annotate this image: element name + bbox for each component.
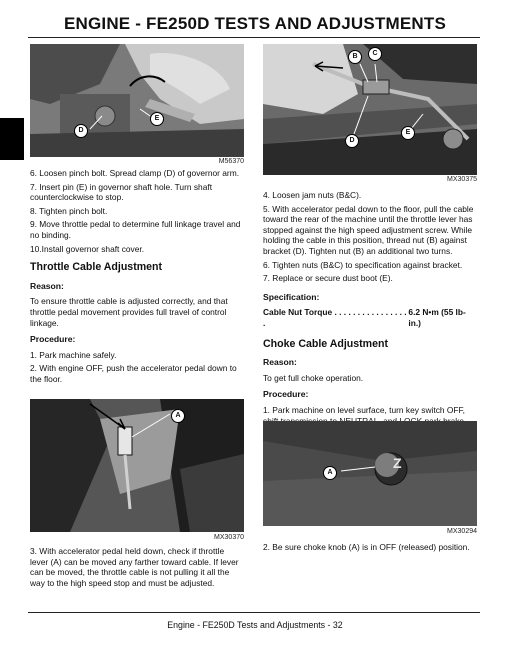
specification-row bbox=[263, 307, 477, 328]
spec-value: 6.2 N•m (55 lb-in.) bbox=[408, 307, 466, 328]
callout-e: E bbox=[401, 126, 415, 140]
throttle-cable-photo bbox=[263, 44, 477, 175]
reason-label: Reason: bbox=[263, 357, 297, 368]
step-text: 6. Loosen pinch bolt. Spread clamp (D) of governor arm. bbox=[30, 168, 240, 178]
callout-d: D bbox=[74, 124, 88, 138]
step-text: 7. Insert pin (E) in governor shaft hole. Turn shaft counterclockwise to stop. bbox=[30, 181, 213, 203]
figure-id: MX30294 bbox=[447, 528, 477, 535]
left-column-lower bbox=[30, 546, 244, 588]
specification-label: Specification: bbox=[263, 291, 320, 302]
section-heading: Throttle Cable Adjustment bbox=[30, 261, 163, 274]
step-text: 8. Tighten pinch bolt. bbox=[30, 205, 108, 216]
step-text: 4. Loosen jam nuts (B&C). bbox=[263, 190, 362, 200]
callout-c: C bbox=[368, 47, 382, 61]
callout-a: A bbox=[171, 409, 185, 423]
callout-b: B bbox=[348, 50, 362, 64]
step-text: 6. Tighten nuts (B&C) to specification against bracket. bbox=[263, 259, 463, 270]
right-column-upper bbox=[263, 190, 477, 426]
reason-text: To ensure throttle cable is adjusted correctly, and that throttle pedal movement provides full travel of control linkage. bbox=[30, 296, 228, 328]
left-column-upper bbox=[30, 168, 244, 385]
reason-label: Reason: bbox=[30, 280, 64, 291]
figure-id: M56370 bbox=[218, 158, 244, 165]
procedure-label: Procedure: bbox=[30, 334, 76, 345]
callout-d: D bbox=[345, 134, 359, 148]
step-text: 1. Park machine on level surface, turn key switch OFF, bbox=[263, 404, 466, 415]
step-text: 3. With accelerator pedal held down, check if throttle lever (A) can be moved any farther toward cable. If lever can be moved, the throttle cable is not pulling it all the way to the high speed stop and must be adjusted. bbox=[30, 546, 239, 588]
choke-knob-photo bbox=[263, 421, 477, 526]
throttle-lever-photo bbox=[30, 399, 244, 532]
governor-arm-photo bbox=[30, 44, 244, 157]
step-text: 2. Be sure choke knob (A) is in OFF (released) position. bbox=[263, 542, 470, 552]
step-text: 1. Park machine safely. bbox=[30, 349, 117, 360]
reason-text: To get full choke operation. bbox=[263, 372, 364, 383]
section-heading: Choke Cable Adjustment bbox=[263, 337, 388, 350]
callout-a: A bbox=[323, 466, 337, 480]
spec-name: Cable Nut Torque . . . . . . . . . . . . . . . . . bbox=[263, 307, 407, 328]
footer-rule bbox=[28, 612, 480, 613]
figure-id: MX30375 bbox=[447, 176, 477, 183]
step-text: 9. Move throttle pedal to determine full linkage travel and no binding. bbox=[30, 219, 241, 240]
choke-knob-marking: Z bbox=[393, 455, 402, 471]
right-column-lower bbox=[263, 542, 477, 553]
page-title: ENGINE - FE250D TESTS AND ADJUSTMENTS bbox=[63, 14, 447, 33]
step-text: 7. Replace or secure dust boot (E). bbox=[263, 273, 393, 284]
step-text: 10.Install governor shaft cover. bbox=[30, 243, 145, 254]
callout-e: E bbox=[150, 112, 164, 126]
step-text: 5. With accelerator pedal down to the floor, pull the cable toward the rear of the machine until the throttle lever has stopped against the high speed adjustment screw. While holding the cable in this position, thread nut (B) against bracket (D). Tighten nut (B) an additional two turns. bbox=[263, 203, 474, 256]
header-rule bbox=[28, 37, 480, 38]
page-footer: Engine - FE250D Tests and Adjustments - 32 bbox=[167, 620, 343, 630]
figure-id: MX30370 bbox=[214, 534, 244, 541]
section-tab bbox=[0, 118, 24, 160]
step-text: 2. With engine OFF, push the accelerator pedal down to the floor. bbox=[30, 363, 237, 384]
procedure-label: Procedure: bbox=[263, 389, 309, 400]
